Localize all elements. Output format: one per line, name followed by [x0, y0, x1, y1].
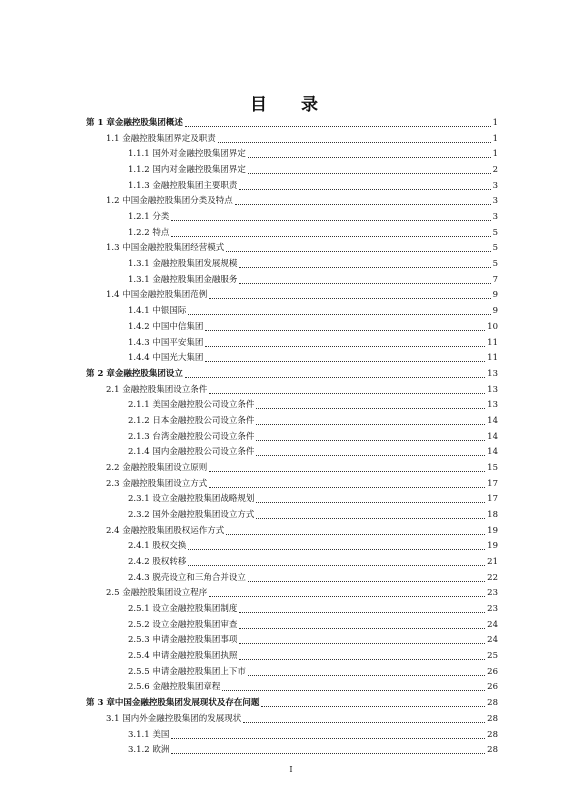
toc-entry-title: 1.2.2 特点 [128, 227, 170, 238]
dot-leader [248, 580, 485, 582]
dot-leader [239, 188, 490, 190]
dot-leader [243, 721, 485, 723]
toc-entry-page: 26 [487, 666, 498, 677]
dot-leader [171, 752, 485, 754]
toc-entry-title: 2.5.5 申请金融控股集团上下市 [128, 666, 246, 677]
toc-entry[interactable] [128, 414, 498, 428]
dot-leader [209, 486, 485, 488]
dot-leader [209, 392, 485, 394]
toc-entry[interactable] [86, 696, 498, 710]
toc-entry-page: 25 [487, 651, 498, 662]
toc-entry-page: 24 [487, 635, 498, 646]
toc-entry-title: 3.1.2 欧洲 [128, 745, 170, 756]
toc-entry[interactable] [128, 508, 498, 522]
dot-leader [235, 203, 491, 205]
toc-entry-title: 2.4.1 股权交换 [128, 541, 187, 552]
toc-entry-title: 1.4.4 中国光大集团 [128, 353, 204, 364]
toc-entry-page: 14 [487, 447, 498, 458]
dot-leader [261, 705, 485, 707]
toc-entry-title: 2.3 金融控股集团设立方式 [106, 478, 208, 489]
page-title: 目 录 [250, 95, 332, 115]
toc-entry-page: 13 [487, 400, 498, 411]
dot-leader [188, 548, 485, 550]
toc-entry[interactable] [128, 210, 498, 224]
dot-leader [256, 439, 485, 441]
dot-leader [222, 689, 485, 691]
toc-entry[interactable] [128, 304, 498, 318]
toc-entry[interactable] [128, 680, 498, 694]
toc-entry[interactable] [128, 571, 498, 585]
toc-entry-page: 24 [487, 619, 498, 630]
toc-entry[interactable] [106, 132, 498, 146]
toc-entry[interactable] [106, 288, 498, 302]
toc-entry[interactable] [86, 116, 498, 130]
dot-leader [205, 345, 485, 347]
toc-entry-title: 1.4 中国金融控股集团范例 [106, 290, 208, 301]
toc-entry[interactable] [128, 336, 498, 350]
toc-entry-page: 1 [492, 149, 498, 160]
toc-entry[interactable] [106, 383, 498, 397]
toc-entry-title: 2.4.3 脱壳设立和三角合并设立 [128, 572, 246, 583]
toc-entry-title: 1.1.2 国内对金融控股集团界定 [128, 165, 246, 176]
toc-entry-page: 3 [492, 180, 498, 191]
toc-entry[interactable] [128, 147, 498, 161]
toc-entry-page: 11 [487, 353, 498, 364]
toc-entry-page: 18 [487, 510, 498, 520]
dot-leader [171, 235, 490, 237]
toc-entry-page: 9 [492, 306, 498, 317]
dot-leader [226, 250, 490, 252]
dot-leader [188, 564, 485, 566]
toc-entry-title: 2.3.2 国外金融控股集团设立方式 [128, 510, 255, 520]
toc-entry-page: 5 [492, 243, 498, 254]
toc-entry-title: 1.1.3 金融控股集团主要职责 [128, 180, 238, 191]
dot-leader [188, 313, 490, 315]
toc-entry[interactable] [128, 555, 498, 569]
toc-entry[interactable] [106, 477, 498, 491]
dot-leader [239, 642, 485, 644]
toc-entry[interactable] [128, 618, 498, 632]
page-number: I [289, 765, 293, 774]
toc-entry-title: 2.5.2 设立金融控股集团审查 [128, 619, 238, 630]
toc-entry-title: 2.1.4 国内金融控股公司设立条件 [128, 447, 255, 458]
toc-entry[interactable] [106, 712, 498, 726]
toc-entry-page: 2 [492, 165, 498, 176]
toc-entry-title: 1.3.1 金融控股集团发展规模 [128, 259, 238, 270]
dot-leader [256, 454, 485, 456]
toc-entry-page: 13 [487, 368, 498, 379]
dot-leader [256, 423, 485, 425]
toc-entry[interactable] [106, 461, 498, 475]
toc-entry[interactable] [128, 257, 498, 271]
toc-entry-title: 1.3 中国金融控股集团经营模式 [106, 243, 225, 254]
toc-entry[interactable] [128, 492, 498, 506]
toc-entry-title: 2.5 金融控股集团设立程序 [106, 588, 208, 599]
toc-entry-page: 1 [492, 118, 498, 128]
dot-leader [239, 266, 490, 268]
toc-entry-title: 1.4.2 中国中信集团 [128, 321, 204, 332]
toc-entry-title: 3.1 国内外金融控股集团的发展现状 [106, 713, 242, 724]
toc-entry[interactable] [128, 539, 498, 553]
toc-entry[interactable] [128, 179, 498, 193]
dot-leader [248, 674, 485, 676]
dot-leader [209, 595, 485, 597]
toc-entry[interactable] [106, 241, 498, 255]
dot-leader [185, 376, 485, 378]
toc-entry[interactable] [128, 163, 498, 177]
toc-entry-page: 3 [492, 212, 498, 223]
toc-entry-page: 19 [487, 541, 498, 552]
toc-entry[interactable] [128, 649, 498, 663]
toc-entry-page: 3 [492, 196, 498, 207]
toc-entry[interactable] [128, 743, 498, 757]
toc-entry-page: 17 [487, 478, 498, 489]
toc-entry-page: 14 [487, 431, 498, 442]
toc-entry-page: 26 [487, 682, 498, 693]
toc-entry-title: 2.5.3 申请金融控股集团事项 [128, 635, 238, 646]
dot-leader [239, 611, 485, 613]
toc-entry-page: 10 [487, 321, 498, 332]
toc-entry[interactable] [128, 226, 498, 240]
toc-entry-title: 2.4 金融控股集团股权运作方式 [106, 525, 225, 536]
toc-entry[interactable] [86, 367, 498, 381]
toc-entry-page: 11 [487, 337, 498, 348]
dot-leader [239, 627, 485, 629]
dot-leader [248, 156, 491, 158]
toc-entry-title: 1.4.3 中国平安集团 [128, 337, 204, 348]
toc-entry-page: 23 [487, 604, 498, 615]
toc-entry-title: 2.5.1 设立金融控股集团制度 [128, 604, 238, 615]
toc-entry-title: 3.1.1 美国 [128, 729, 170, 740]
dot-leader [218, 141, 491, 143]
dot-leader [256, 517, 485, 519]
toc-entry-page: 5 [492, 259, 498, 270]
toc-entry-title: 2.1.3 台湾金融控股公司设立条件 [128, 431, 255, 442]
dot-leader [239, 658, 485, 660]
toc-entry-title: 2.5.6 金融控股集团章程 [128, 682, 221, 693]
toc-entry[interactable] [106, 586, 498, 600]
toc-entry[interactable] [128, 445, 498, 459]
toc-entry-title: 1.3.1 金融控股集团金融服务 [128, 274, 238, 285]
dot-leader [209, 470, 485, 472]
toc-entry-page: 28 [487, 729, 498, 740]
dot-leader [256, 501, 485, 503]
toc-entry-page: 17 [487, 494, 498, 505]
toc-entry-title: 2.1.1 美国金融控股公司设立条件 [128, 400, 255, 411]
toc-entry-title: 1.4.1 中银国际 [128, 306, 187, 317]
toc-entry[interactable] [128, 633, 498, 647]
toc-entry-title: 第 3 章中国金融控股集团发展现状及存在问题 [86, 698, 260, 709]
toc-entry[interactable] [128, 351, 498, 365]
dot-leader [226, 533, 485, 535]
toc-entry-page: 5 [492, 227, 498, 238]
toc-entry-title: 1.1 金融控股集团界定及职责 [106, 133, 216, 144]
toc-entry-page: 14 [487, 415, 498, 426]
toc-entry[interactable] [106, 194, 498, 208]
toc-entry-title: 2.3.1 设立金融控股集团战略规划 [128, 494, 255, 505]
toc-entry-title: 2.2 金融控股集团设立原则 [106, 462, 208, 473]
toc-entry[interactable] [128, 430, 498, 444]
toc-entry[interactable] [128, 728, 498, 742]
dot-leader [205, 360, 485, 362]
toc-entry-page: 9 [492, 290, 498, 301]
toc-entry-page: 19 [487, 525, 498, 536]
toc-entry-title: 2.4.2 股权转移 [128, 557, 187, 568]
toc-entry-page: 28 [487, 713, 498, 724]
toc-entry-page: 15 [487, 462, 498, 473]
toc-entry-page: 13 [487, 384, 498, 395]
dot-leader [248, 172, 491, 174]
toc-entry[interactable] [106, 524, 498, 538]
toc-entry[interactable] [128, 273, 498, 287]
dot-leader [239, 282, 490, 284]
toc-entry-title: 2.5.4 申请金融控股集团执照 [128, 651, 238, 662]
dot-leader [171, 737, 485, 739]
dot-leader [209, 297, 490, 299]
toc-entry-page: 21 [487, 557, 498, 568]
dot-leader [205, 329, 485, 331]
dot-leader [256, 407, 485, 409]
toc-entry-title: 1.1.1 国外对金融控股集团界定 [128, 149, 246, 160]
dot-leader [171, 219, 490, 221]
toc-entry-page: 22 [487, 572, 498, 583]
toc-entry-page: 7 [492, 274, 498, 285]
toc-entry-page: 28 [487, 745, 498, 756]
toc-entry-title: 1.2 中国金融控股集团分类及特点 [106, 196, 233, 207]
toc-entry-title: 1.2.1 分类 [128, 212, 170, 223]
toc-entry-title: 第 2 章金融控股集团设立 [86, 368, 183, 379]
toc-entry-title: 第 1 章金融控股集团概述 [86, 118, 183, 128]
toc-entry[interactable] [128, 398, 498, 412]
toc-entry[interactable] [128, 602, 498, 616]
toc-entry-title: 2.1 金融控股集团设立条件 [106, 384, 208, 395]
toc-entry[interactable] [128, 320, 498, 334]
toc-entry-page: 1 [492, 133, 498, 144]
toc-entry-title: 2.1.2 日本金融控股公司设立条件 [128, 415, 255, 426]
toc-entry-page: 23 [487, 588, 498, 599]
dot-leader [185, 125, 491, 127]
toc-entry[interactable] [128, 665, 498, 679]
toc-entry-page: 28 [487, 698, 498, 709]
